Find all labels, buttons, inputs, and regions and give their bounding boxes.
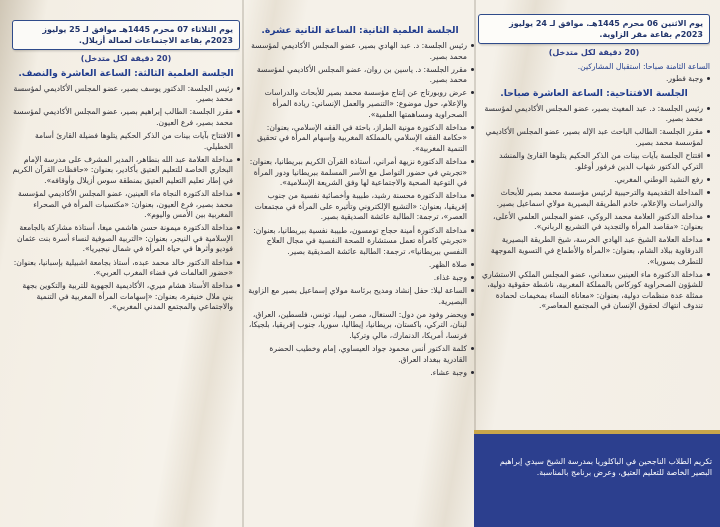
program-item: مقرر الجلسة: د. ياسين بن روان، عضو المجلس الأكاديمي لمؤسسة محمد بصير.: [246, 65, 474, 86]
second-session-title: الجلسة العلمية الثانية: الساعة الثانية عشرة.: [261, 25, 459, 36]
opening-session-title: الجلسة الافتتاحية: الساعة العاشرة صباحا.: [500, 87, 688, 99]
day-one-duration: (20 دقيقة لكل متدخل): [548, 48, 640, 57]
third-session-title: الجلسة العلمية الثالثة: الساعة العاشرة والنصف.: [18, 67, 234, 79]
program-item: افتتاح الجلسة بآيات بينات من الذكر الحكيم يتلوها القارئ والمنشد التركي الدكتور شهاب الدين فرفور أوغلو.: [478, 151, 710, 172]
program-item: رئيس الجلسة: د. عبد المغيث بصير، عضو المجلس الأكاديمي لمؤسسة محمد بصير.: [478, 104, 710, 125]
program-item: مداخلة الدكتورة نزيهة أمراني، أستاذة القرآن الكريم ببريطانيا، بعنوان: «تجربتي في حضور التواصل مع الأسر المسلمة ببريطانيا ودور المرأة في التوعية الصحية والاجتماعية لها وفق الشريعة الإسلامية».: [246, 157, 474, 189]
program-item: كلمة الدكتور أنس محمود جواد العيساوي، إمام وخطيب الحضرة القادرية ببغداد العراق.: [246, 344, 474, 365]
program-item: الساعة ليلا: حفل إنشاد ومديح برئاسة مولاي إسماعيل بصير مع الزاوية البصيرية.: [246, 286, 474, 307]
breakfast-line: وجبة فطور.: [478, 74, 710, 85]
day-one-date-box: يوم الاثنين 06 محرم 1445هـ. موافق لـ 24 يوليوز 2023م بقاعة مقر الزاوية.: [478, 14, 710, 44]
program-item: رئيس الجلسة: د. عبد الهادي بصير، عضو المجلس الأكاديمي لمؤسسة محمد بصير.: [246, 41, 474, 62]
program-item: الافتتاح بآيات بينات من الذكر الحكيم يتلوها فضيلة القارئ أسامة الخطيلي.: [12, 131, 240, 152]
program-item: مداخلة العلامة الشيخ عبد الهادي الخرسة، شيخ الطريقة البصيرية الدرقاوية ببلاد الشام، بعنوان: «المرأة والأطماع في التسوية الموجهة للتطرف بسوريا».: [478, 235, 710, 267]
program-item: مداخلة الأستاذ هشام ميري، الأكاديمية الجهوية للتربية والتكوين بجهة بني ملال خنيفرة، بعنوان: «إسهامات المرأة المغربية في التنمية والاجتماعي والمجتمع المدني المغربي».: [12, 281, 240, 313]
program-item: مداخلة الدكتورة أمينة حجاج تومسون، طبيبة نفسية ببريطانيا، بعنوان: «تجربتي كامرأة تعمل مستشارة للصحة النفسية في مجال العلاج النفسي ببريطانيا»، ترجمة: الطالبة عائشة الصديقية بصير.: [246, 226, 474, 258]
program-item: رفع النشيد الوطني المغربي.: [478, 175, 710, 186]
program-item: عرض روبورتاج عن إنتاج مؤسسة محمد بصير للأبحاث والدراسات والإعلام، حول موضوع: «التنصير والعمل الإنساني: ريادة المرأة الصحراوية ومساهمتها العلمية».: [246, 88, 474, 120]
program-item: مداخلة الدكتور خالد محمد عبده، أستاذ بجامعة اشبيلية بإسبانيا، بعنوان: «حضور العالمات في فضاء المغرب العربي».: [12, 258, 240, 279]
program-item: مداخلة الدكتورة محسنة رشيد، طبيبة وأخصائية نفسية من جنوب إفريقيا، بعنوان: «التشيع الإلكتروني وتأثيره على المرأة في مجتمعات العصر»، ترجمة: الطالبة عائشة الصديقية بصير.: [246, 191, 474, 223]
program-item: المداخلة التقديمية والترحيبية لرئيس مؤسسة محمد بصير للأبحاث والدراسات والإعلام، خادم الطريقة البصيرية مولاي اسماعيل بصير.: [478, 188, 710, 209]
program-item: وجبة غذاء.: [246, 273, 474, 284]
program-item: ويحضر وفود من دول: السنغال، مصر، ليبيا، تونس، فلسطين، العراق، لبنان، التركي، باكستان، بريطانيا، إيطاليا، سوريا، جنوب إفريقيا، بلجيكا، فرنسا، أمريكا، الدنمارك، مالي وتركيا.: [246, 310, 474, 342]
honoring-banner: تكريم الطلاب الناجحين في الباكلوريا بمدرسة الشيخ سيدي إبراهيم البصير الخاصة للتعليم العتيق، وعرض برنامج بالمناسبة.: [474, 434, 720, 527]
day-two-date-box: يوم الثلاثاء 07 محرم 1445هـ موافق لـ 25 يوليوز 2023م بقاعة الاجتماعات لعمالة أزيلال.: [12, 20, 240, 50]
second-session-panel: [246, 22, 474, 527]
program-item: مداخلة الدكتور العلامة محمد الروكي، عضو المجلس العلمي الأعلى، بعنوان: «مقاصد المرأة والتجديد في التشريع الرباني».: [478, 212, 710, 233]
program-item: مداخلة الدكتورة ماء العينين سعداني، عضو المجلس الملكي الاستشاري للشؤون الصحراوية كوركاس بالمملكة المغربية، ناشطة حقوقية دولية، ممثلة عدة منظمات دولية، بعنوان: «معاناة النساء بمخيمات لحمادة تندوف انتهاك لحقوق الإنسان في المجتمع المعاصر».: [478, 270, 710, 312]
program-item: مداخلة الدكتورة مونية الطراز، باحثة في الفقه الإسلامي، بعنوان: «حكامة الفقه الإسلامي بالمملكة المغربية وإسهام المرأة في تحقيق التنمية المغربية».: [246, 123, 474, 155]
program-item: مداخلة الدكتورة ميمونة حسن هاشمي ميغا، أستاذة مشاركة بالجامعة الإسلامية في النيجر، بعنوان: «التربية الصوفية لنساء أسرة بنت عثمان فوديو وأثرها في حياة المرأة في شمال نيجيريا».: [12, 223, 240, 255]
program-item: رئيس الجلسة: الدكتور يوسف بصير، عضو المجلس الأكاديمي لمؤسسة محمد بصير.: [12, 84, 240, 105]
day-two-duration: (20 دقيقة لكل متدخل): [80, 54, 172, 63]
program-item: مقرر الجلسة: الطالب الباحث عبد الإله بصير، عضو المجلس الأكاديمي لمؤسسة محمد بصير.: [478, 127, 710, 148]
day-two-panel: [12, 20, 240, 527]
reception-line: الساعة الثامنة صباحا: استقبال المشاركين.: [577, 61, 710, 71]
program-item: مقرر الجلسة: الطالب إبراهيم بصير، عضو المجلس الأكاديمي لمؤسسة محمد بصير، فرع العيون.: [12, 107, 240, 128]
fold-line-left: [242, 0, 244, 527]
program-item: صلاة الظهر.: [246, 260, 474, 271]
program-item: مداخلة العلامة عبد الله بنطاهر، المدير المشرف على مدرسة الإمام البخاري الخاصة للتعليم العتيق بأكادير، بعنوان: «حافظات القرآن الكريم في إطار تعليم التعليم العتيق بمنطقة سوس أزيلال وأوقافه».: [12, 155, 240, 187]
program-item: مداخلة الدكتورة النجاة ماء العينين، عضو المجلس الأكاديمي لمؤسسة محمد بصير، فرع العيون، بعنوان: «مكتسبات المرأة في الصحراء المغربية بين الأمس واليوم».: [12, 189, 240, 221]
program-item: وجبة عشاء.: [246, 368, 474, 379]
